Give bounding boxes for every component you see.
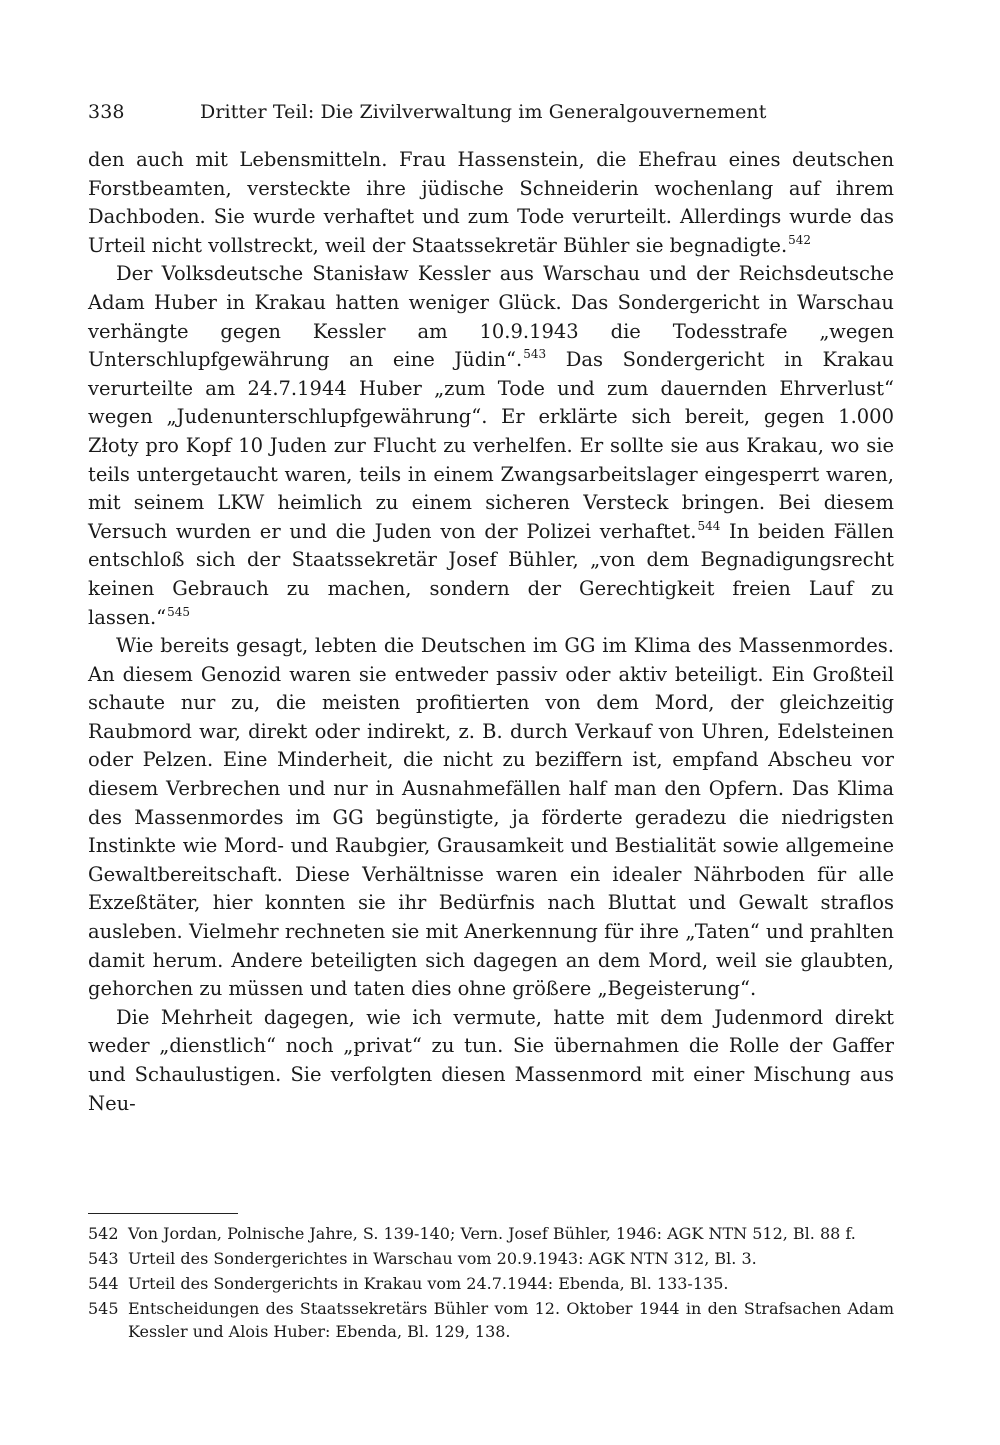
footnote-number: 545 [88, 1299, 119, 1319]
running-head [88, 98, 894, 126]
paragraph-2-text-c: In beiden Fällen entschloß sich der Staatssekretär Josef Bühler, „von dem Begnadigungsrecht keinen Gebrauch zu machen, sondern der Gerechtigkeit freien Lauf zu lassen.“ [88, 519, 895, 629]
footnote-text: Urteil des Sondergerichts in Krakau vom 24.7.1944: Ebenda, Bl. 133-135. [128, 1274, 729, 1294]
paragraph-4 [88, 1004, 894, 1118]
footnote-text: Von Jordan, Polnische Jahre, S. 139-140; Vern. Josef Bühler, 1946: AGK NTN 512, Bl. 88 f. [128, 1224, 856, 1243]
footnote-text: Urteil des Sondergerichtes in Warschau vom 20.9.1943: AGK NTN 312, Bl. 3. [128, 1249, 757, 1269]
footnote-number: 544 [88, 1274, 119, 1294]
paragraph-4-text: Die Mehrheit dagegen, wie ich vermute, hatte mit dem Judenmord direkt weder „dienstlich“ noch „privat“ zu tun. Sie übernahmen die Rolle der Gaffer und Schaulustigen. Sie verfolgten diesen Massenmord mit einer Mischung aus Neu- [88, 1005, 894, 1115]
footnote-543 [88, 1248, 894, 1271]
footnote-number: 542 [88, 1224, 119, 1243]
paragraph-2-text-a: Der Volksdeutsche Stanisław Kessler aus Warschau und der Reichsdeutsche Adam Huber in Krakau hatten weniger Glück. Das Sondergericht in Warschau verhängte gegen Kessler am 10.9.1943 die Todesstrafe „wegen Unterschlupfgewährung an eine Jüdin“. [88, 262, 894, 372]
footnote-ref-545[interactable]: 545 [167, 604, 191, 619]
footnote-545 [88, 1298, 894, 1343]
paragraph-1 [88, 146, 894, 260]
footnote-number: 543 [88, 1249, 119, 1269]
paragraph-3 [88, 632, 894, 1004]
footnote-ref-543[interactable]: 543 [523, 347, 547, 362]
book-page [88, 98, 894, 1118]
paragraph-2-text-b: Das Sondergericht in Krakau verurteilte am 24.7.1944 Huber „zum Tode und zum dauernden Ehrverlust“ wegen „Judenunterschlupfgewährung“. Er erklärte sich bereit, gegen 1.000 Złoty pro Kopf 10 Juden zur Flucht zu verhelfen. Er sollte sie aus Krakau, wo sie teils untergetaucht waren, teils in einem Zwangsarbeitslager eingesperrt waren, mit seinem LKW heimlich zu einem sicheren Versteck bringen. Bei diesem Versuch wurden er und die Juden von der Polizei verhaftet. [88, 348, 894, 543]
footnote-text: Entscheidungen des Staatssekretärs Bühler vom 12. Oktober 1944 in den Strafsachen Adam Kessler und Alois Huber: Ebenda, Bl. 129, 138. [128, 1299, 894, 1341]
footnote-ref-544[interactable]: 544 [697, 518, 721, 533]
footnote-544 [88, 1273, 894, 1296]
running-title: Dritter Teil: Die Zivilverwaltung im Generalgouvernement [200, 101, 767, 123]
footnote-divider [88, 1213, 238, 1214]
paragraph-1-text: den auch mit Lebensmitteln. Frau Hassenstein, die Ehefrau eines deutschen Forstbeamten, versteckte ihre jüdische Schneiderin wochenlang auf ihrem Dachboden. Sie wurde verhaftet und zum Tode verurteilt. Allerdings wurde das Urteil nicht vollstreckt, weil der Staatssekretär Bühler sie begnadigte. [88, 148, 894, 257]
page-number: 338 [88, 101, 125, 123]
paragraph-3-text: Wie bereits gesagt, lebten die Deutschen im GG im Klima des Massenmordes. An diesem Genozid waren sie entweder passiv oder aktiv beteiligt. Ein Großteil schaute nur zu, die meisten profitierten von dem Mord, der gleichzeitig Raubmord war, direkt oder indirekt, z. B. durch Verkauf von Uhren, Edelsteinen oder Pelzen. Eine Minderheit, die nicht zu beziffern ist, empfand Abscheu vor diesem Verbrechen und nur in Ausnahmefällen half man den Opfern. Das Klima des Massenmordes im GG begünstigte, ja förderte geradezu die niedrigsten Instinkte wie Mord- und Raubgier, Grausamkeit und Bestialität sowie allgemeine Gewaltbereitschaft. Diese Verhältnisse waren ein idealer Nährboden für alle Exzeßtäter, hier konnten sie ihr Bedürfnis nach Bluttat und Gewalt straflos ausleben. Vielmehr rechneten sie mit Anerkennung für ihre „Taten“ und prahlten damit herum. Andere beteiligten sich dagegen an dem Mord, weil sie glaubten, gehorchen zu müssen und taten dies ohne größere „Begeisterung“. [88, 634, 894, 1001]
footnote-542 [88, 1223, 894, 1246]
footnotes [88, 1223, 894, 1346]
footnote-ref-542[interactable]: 542 [788, 232, 812, 247]
body-text [88, 146, 894, 1118]
paragraph-2 [88, 260, 894, 632]
